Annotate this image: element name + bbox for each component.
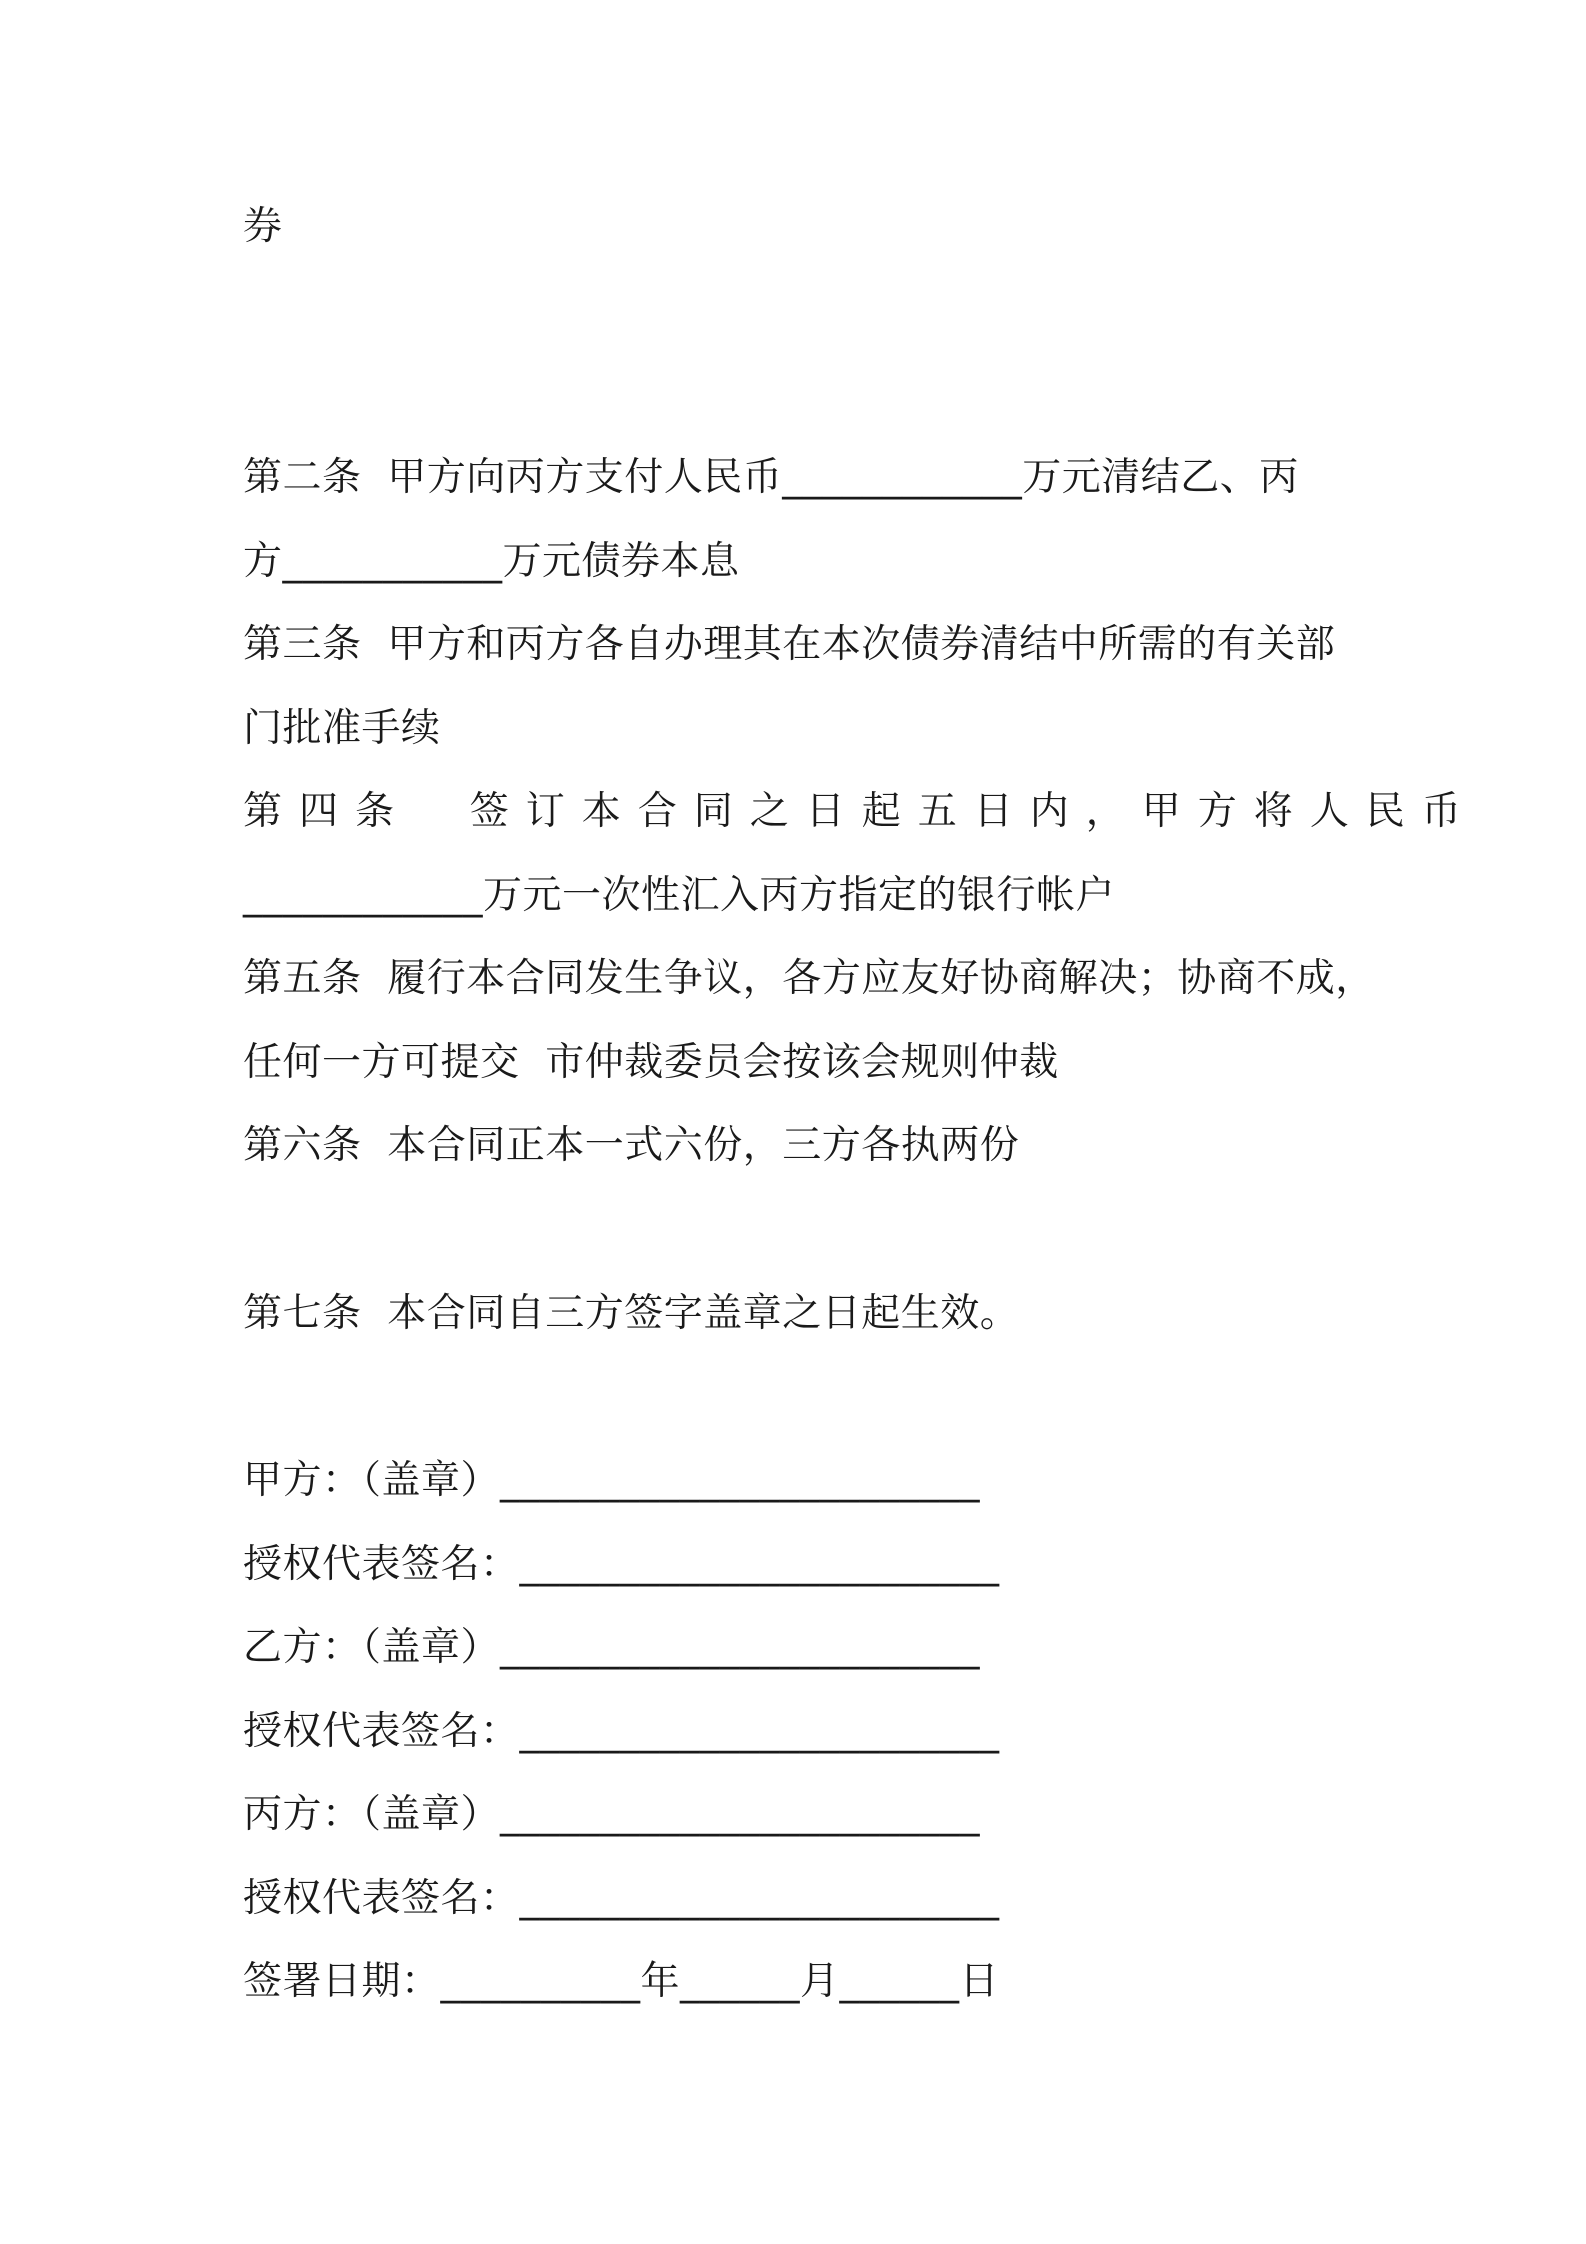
- article-4-line-1: 第四条 签订本合同之日起五日内，甲方将人民币: [243, 789, 1478, 834]
- article-2-line-1: 第二条 甲方向丙方支付人民币____________万元清结乙、丙: [243, 455, 1299, 500]
- article-4-line-2: ____________万元一次性汇入丙方指定的银行帐户: [243, 873, 1116, 918]
- article-7: 第七条 本合同自三方签字盖章之日起生效。: [243, 1291, 1020, 1336]
- party-a-seal-line: 甲方：（盖章）________________________: [243, 1458, 981, 1503]
- article-3-line-2: 门批准手续: [243, 706, 441, 751]
- article-2-line-2: 方___________万元债券本息: [243, 539, 740, 584]
- party-a-representative-line: 授权代表签名：________________________: [243, 1542, 1000, 1587]
- article-6: 第六条 本合同正本一式六份，三方各执两份: [243, 1123, 1020, 1168]
- party-c-seal-line: 丙方：（盖章）________________________: [243, 1792, 981, 1837]
- party-c-representative-line: 授权代表签名：________________________: [243, 1876, 1000, 1921]
- party-b-representative-line: 授权代表签名：________________________: [243, 1709, 1000, 1754]
- article-3-line-1: 第三条 甲方和丙方各自办理其在本次债券清结中所需的有关部: [243, 622, 1336, 667]
- article-5-line-2: 任何一方可提交 市仲裁委员会按该会规则仲裁: [243, 1040, 1059, 1085]
- continuation-text: 券: [243, 204, 283, 249]
- party-b-seal-line: 乙方：（盖章）________________________: [243, 1625, 981, 1670]
- signing-date-line: 签署日期：__________年______月______日: [243, 1959, 1000, 2004]
- article-5-line-1: 第五条 履行本合同发生争议，各方应友好协商解决；协商不成，: [243, 956, 1375, 1001]
